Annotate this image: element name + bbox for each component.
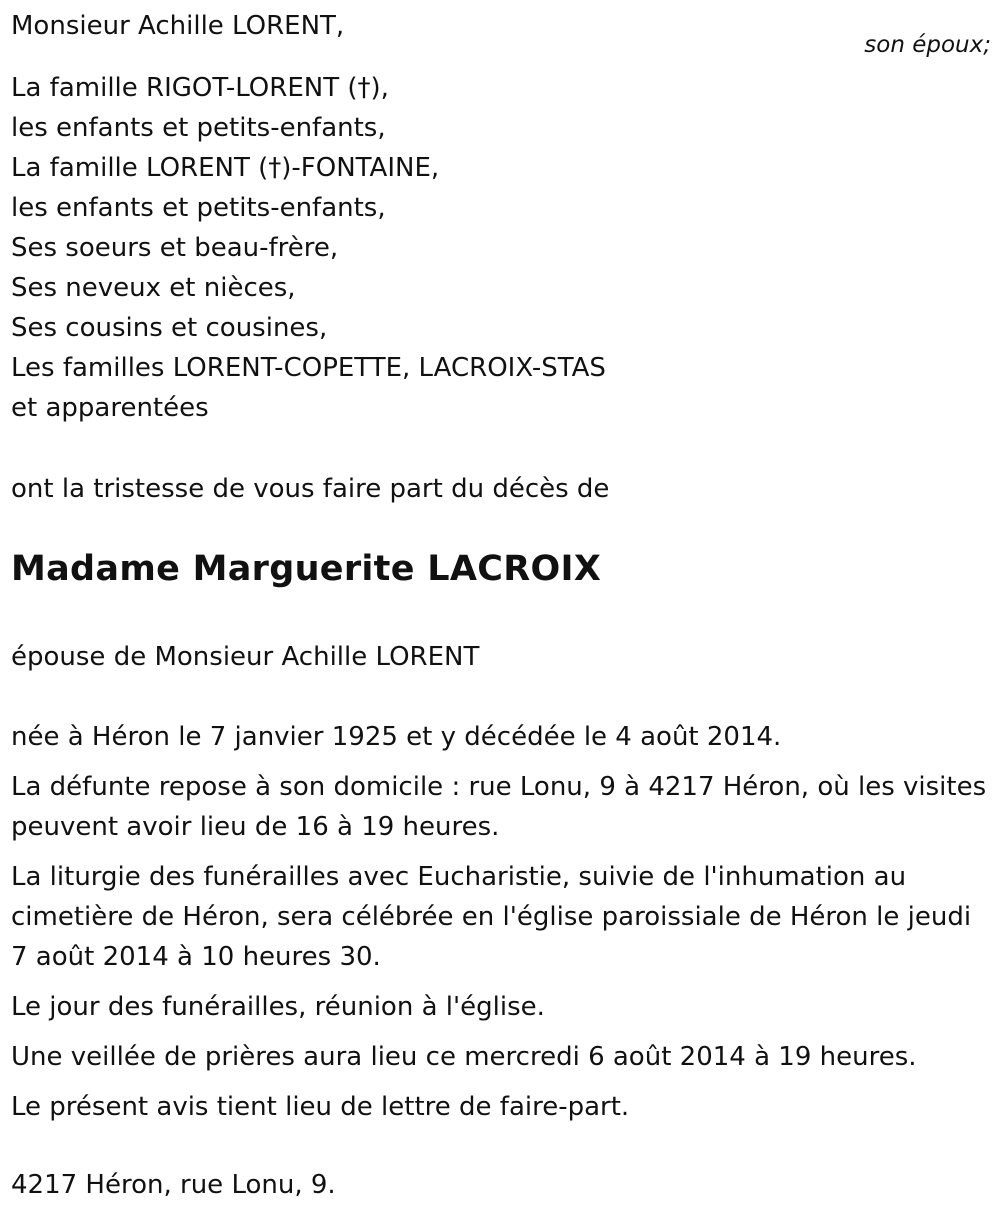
funeral-meeting-info: Le jour des funérailles, réunion à l'église.	[11, 992, 545, 1022]
deceased-name: Madame Marguerite LACROIX	[11, 549, 602, 589]
family-line: La famille RIGOT-LORENT (†),	[11, 73, 389, 103]
spouse-line: Monsieur Achille LORENT,	[11, 11, 345, 41]
family-line: les enfants et petits-enfants,	[11, 113, 386, 143]
birth-death-dates: née à Héron le 7 janvier 1925 et y décédée le 4 août 2014.	[11, 722, 782, 752]
family-line: Ses soeurs et beau-frère,	[11, 233, 339, 263]
family-line: La famille LORENT (†)-FONTAINE,	[11, 153, 440, 183]
family-line: Ses cousins et cousines,	[11, 313, 328, 343]
notice-details	[11, 717, 991, 1137]
deceased-spouse-of: épouse de Monsieur Achille LORENT	[11, 642, 480, 672]
family-line: et apparentées	[11, 393, 209, 423]
visitation-info: La défunte repose à son domicile : rue Lonu, 9 à 4217 Héron, où les visites peuvent avoir lieu de 16 à 19 heures.	[11, 772, 987, 842]
family-line: Les familles LORENT-COPETTE, LACROIX-STAS	[11, 353, 606, 383]
funeral-liturgy-info: La liturgie des funérailles avec Eucharistie, suivie de l'inhumation au cimetière de Héron, sera célébrée en l'église paroissiale de Héron le jeudi 7 août 2014 à 10 heures 30.	[11, 862, 972, 972]
family-list	[11, 68, 606, 428]
spouse-role-label: son époux;	[864, 32, 991, 58]
family-line: Ses neveux et nièces,	[11, 273, 296, 303]
family-address: 4217 Héron, rue Lonu, 9.	[11, 1170, 336, 1200]
announcement-intro: ont la tristesse de vous faire part du décès de	[11, 474, 610, 504]
family-line: les enfants et petits-enfants,	[11, 193, 386, 223]
vigil-info: Une veillée de prières aura lieu ce mercredi 6 août 2014 à 19 heures.	[11, 1042, 917, 1072]
notice-disclaimer: Le présent avis tient lieu de lettre de faire-part.	[11, 1092, 630, 1122]
